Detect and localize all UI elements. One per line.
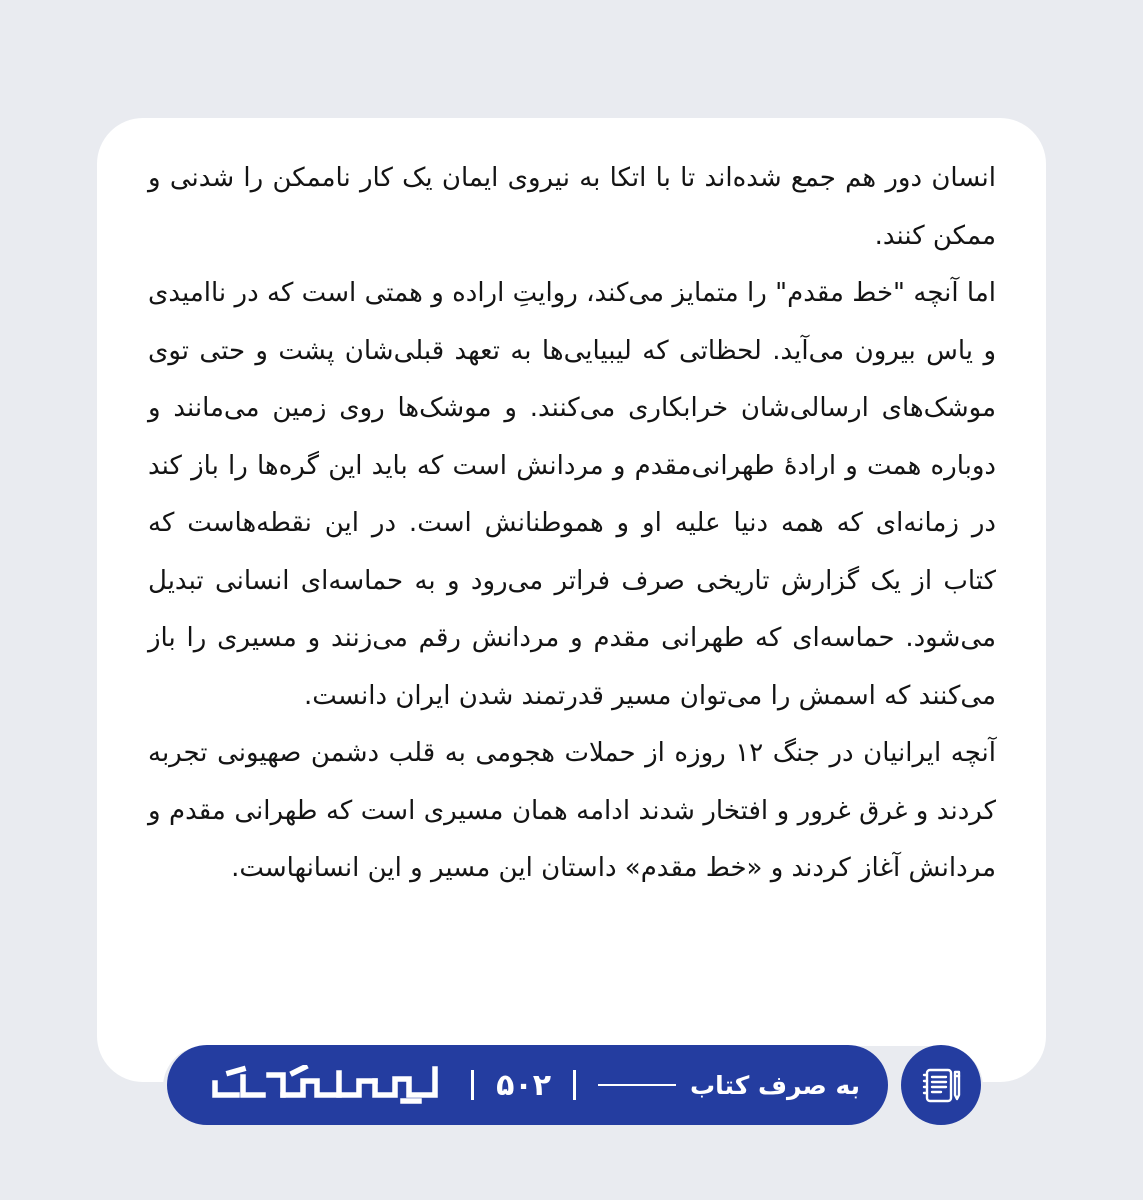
- series-dash-divider: [598, 1084, 676, 1086]
- article-paragraph-3: آنچه ایرانیان در جنگ ۱۲ روزه از حملات هجومی به قلب دشمن صهیونی تجربه کردند و غرق غرور و افتخار شدند ادامه همان مسیری است که طهرانی مقدم و مردانش آغاز کردند و «خط مقدم» داستان این مسیر و این انسانهاست.: [148, 738, 996, 883]
- book-notebook-icon: [901, 1045, 981, 1125]
- series-label: به صرف کتاب: [690, 1070, 860, 1100]
- brand-logo: [209, 1065, 441, 1105]
- divider-bar: [471, 1070, 474, 1100]
- article-text: [148, 150, 996, 898]
- issue-number: ۵۰۲: [496, 1067, 552, 1103]
- footer-series-bar: [167, 1045, 888, 1125]
- brand-logo-wordmark: [209, 1065, 441, 1105]
- article-paragraph-1: انسان دور هم جمع شده‌اند تا با اتکا به نیروی ایمان یک کار ناممکن را شدنی و ممکن کنند.: [148, 163, 996, 251]
- article-paragraph-2: اما آنچه "خط مقدم" را متمایز می‌کند، روایتِ اراده و همتی است که در ناامیدی و یاس بیرون می‌آید. لحظاتی که لیبیایی‌ها به تعهد قبلی‌شان پشت و حتی توی موشک‌های ارسالی‌شان خرابکاری می‌کنند. و موشک‌ها روی زمین می‌مانند و دوباره همت و ارادهٔ طهرانی‌مقدم و مردانش است که باید این گره‌ها را باز کند در زمانه‌ای که همه دنیا علیه او و هموطنانش است. در این نقطه‌هاست که کتاب از یک گزارش تاریخی صرف فراتر می‌رود و به حماسه‌ای انسانی تبدیل می‌شود. حماسه‌ای که طهرانی مقدم و مردانش رقم می‌زنند و مسیری را باز می‌کنند که اسمش را می‌توان مسیر قدرتمند شدن ایران دانست.: [148, 278, 996, 711]
- divider-bar: [573, 1070, 576, 1100]
